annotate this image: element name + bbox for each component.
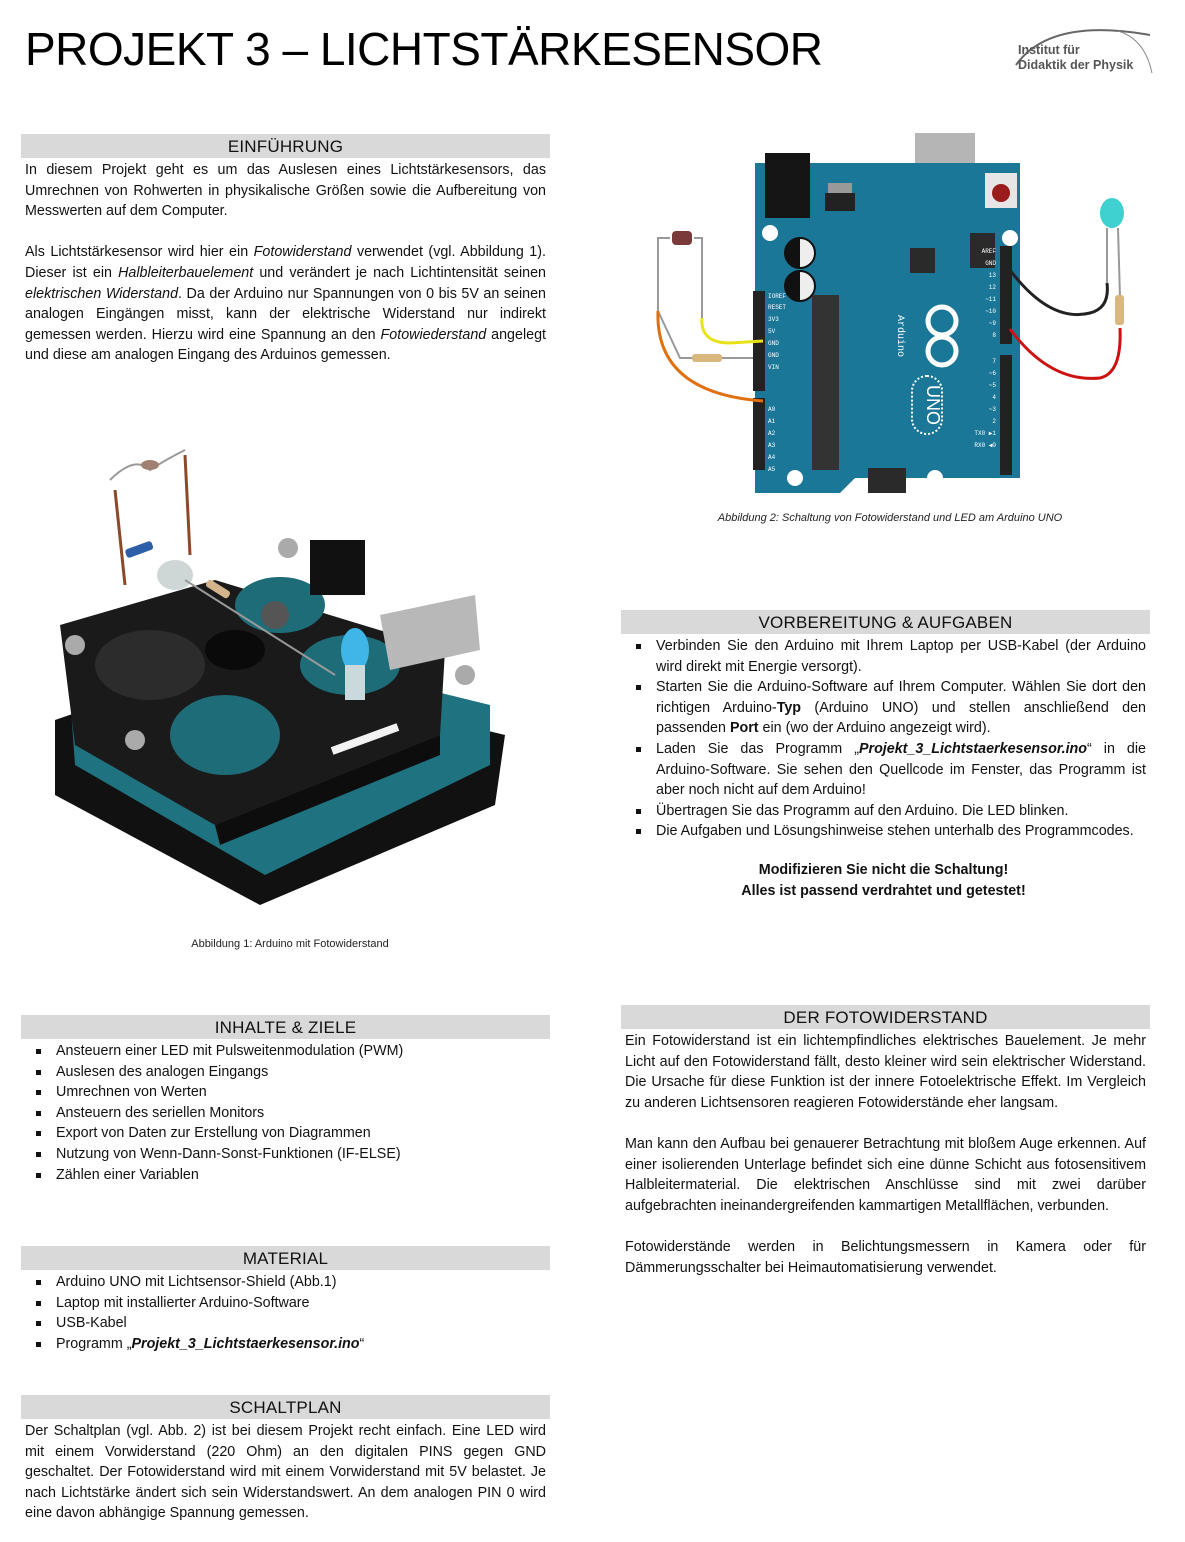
wire-black <box>1010 270 1107 315</box>
svg-text:12: 12 <box>988 284 996 291</box>
figure2-caption: Abbildung 2: Schaltung von Fotowiderstand und LED am Arduino UNO <box>717 512 1063 524</box>
section-heading: SCHALTPLAN <box>21 1395 550 1419</box>
svg-text:RX0 ◀0: RX0 ◀0 <box>974 442 996 449</box>
svg-text:A4: A4 <box>768 454 776 461</box>
section-einfuehrung <box>21 134 550 366</box>
warning-notice: Modifizieren Sie nicht die Schaltung! Alles ist passend verdrahtet und getestet! <box>741 861 1026 899</box>
material-list <box>21 1272 546 1354</box>
page-title: PROJEKT 3 – LICHTSTÄRKESENSOR <box>25 23 823 75</box>
section-material <box>21 1246 550 1354</box>
ldr-component <box>672 231 692 245</box>
section-fotowiderstand <box>621 1005 1150 1278</box>
svg-text:RESET: RESET <box>768 304 787 311</box>
svg-text:GND: GND <box>768 352 779 359</box>
material-item: USB-Kabel <box>21 1313 546 1334</box>
svg-text:~10: ~10 <box>985 308 996 315</box>
svg-text:TX0 ▶1: TX0 ▶1 <box>974 430 996 437</box>
task-item: Starten Sie die Arduino-Software auf Ihrem Computer. Wählen Sie dort den richtigen Arduino-Typ (Arduino UNO) und stellen anschließend den passenden Port ein (wo der Arduino angezeigt wird). <box>621 677 1146 739</box>
task-item: Laden Sie das Programm „Projekt_3_Lichtstaerkesensor.ino“ in die Arduino-Software. Sie sehen den Quellcode im Fenster, das Programm ist aber noch nicht auf dem Arduino! <box>621 739 1146 801</box>
material-item: Programm „Projekt_3_Lichtstaerkesensor.ino“ <box>21 1334 546 1355</box>
goal-item: Ansteuern des seriellen Monitors <box>21 1103 546 1124</box>
logo-line2: Didaktik der Physik <box>1018 58 1134 72</box>
goal-item: Auslesen des analogen Eingangs <box>21 1062 546 1083</box>
svg-text:~11: ~11 <box>985 296 996 303</box>
section-schaltplan <box>21 1395 550 1524</box>
arduino-label: Arduino <box>894 314 905 358</box>
intro-paragraph-2: Als Lichtstärkesensor wird hier ein Fotowiderstand verwendet (vgl. Abbildung 1). Dieser ist ein Halbleiterbauelement und verändert je nach Lichtintensität seinen elektrischen Widerstand. Da der Arduino nur Spannungen von 0 bis 5V an seinen analogen Eingängen misst, kann der elektrische Widerstand nur indirekt gemessen werden. Hierzu wird eine Spannung an den Fotowiederstand angelegt und diese am analogen Eingang des Arduinos gemessen. <box>25 244 547 364</box>
svg-text:VIN: VIN <box>768 364 779 371</box>
material-item: Laptop mit installierter Arduino-Software <box>21 1293 546 1314</box>
section-vorbereitung <box>621 610 1150 902</box>
section-heading: MATERIAL <box>21 1246 550 1270</box>
svg-text:IOREF: IOREF <box>768 293 787 300</box>
svg-text:7: 7 <box>992 358 996 365</box>
figure1-caption: Abbildung 1: Arduino mit Fotowiderstand <box>191 938 389 950</box>
task-item: Verbinden Sie den Arduino mit Ihrem Laptop per USB-Kabel (der Arduino wird direkt mit Energie versorgt). <box>621 636 1146 677</box>
svg-text:~5: ~5 <box>988 382 996 389</box>
svg-text:A5: A5 <box>768 466 776 473</box>
svg-text:13: 13 <box>988 272 996 279</box>
schaltplan-paragraph: Der Schaltplan (vgl. Abb. 2) ist bei diesem Projekt recht einfach. Eine LED wird mit einem Vorwiderstand (220 Ohm) an den digitalen PINS gegen GND geschaltet. Der Fotowiderstand wird mit einem Vorwiderstand mit 5V belastet. Je nach Lichtstärke ändert sich sein Widerstandswert. An dem analogen PIN 0 wird eine davon abhängige Spannung gemessen. <box>25 1423 546 1522</box>
svg-text:A1: A1 <box>768 418 776 425</box>
svg-text:~3: ~3 <box>988 406 996 413</box>
goal-item: Ansteuern einer LED mit Pulsweitenmodulation (PWM) <box>21 1041 546 1062</box>
svg-text:AREF: AREF <box>981 248 996 255</box>
goal-item: Nutzung von Wenn-Dann-Sonst-Funktionen (IF-ELSE) <box>21 1144 546 1165</box>
figure-arduino-photo <box>35 435 545 930</box>
svg-text:~6: ~6 <box>988 370 996 377</box>
goal-item: Export von Daten zur Erstellung von Diagrammen <box>21 1123 546 1144</box>
led-component <box>1100 198 1124 228</box>
svg-text:5V: 5V <box>768 328 776 335</box>
wire-red <box>1010 328 1120 378</box>
svg-text:4: 4 <box>992 394 996 401</box>
goals-list <box>21 1041 546 1185</box>
svg-text:2: 2 <box>992 418 996 425</box>
section-heading: EINFÜHRUNG <box>21 134 550 158</box>
foto-paragraph-1: Ein Fotowiderstand ist ein lichtempfindliches elektrisches Bauelement. Je mehr Licht auf den Fotowiderstand fällt, desto kleiner wird sein elektrischer Widerstand. Die Ursache für diese Funktion ist der innere Fotoelektrische Effekt. Im Vergleich zu anderen Lichtsensoren reagieren Fotowiderstände eher langsam. <box>625 1033 1146 1111</box>
task-item: Die Aufgaben und Lösungshinweise stehen unterhalb des Programmcodes. <box>621 821 1146 842</box>
foto-paragraph-3: Fotowiderstände werden in Belichtungsmessern in Kamera oder für Dämmerungsschalter bei Heimautomatisierung verwendet. <box>625 1238 1146 1276</box>
section-heading: VORBEREITUNG & AUFGABEN <box>621 610 1150 634</box>
task-list <box>621 636 1146 842</box>
institute-logo <box>1010 25 1160 77</box>
goal-item: Zählen einer Variablen <box>21 1165 546 1186</box>
foto-paragraph-2: Man kann den Aufbau bei genauerer Betrachtung mit bloßem Auge erkennen. Auf einer isolierenden Unterlage befindet sich eine dünne Schicht aus fotosensitivem Halbleitermaterial. Die elektrischen Anschlüsse sind mit zwei darüber aufgebrachten ineinandergreifenden kammartigen Metallflächen, verbunden. <box>625 1135 1146 1214</box>
section-inhalte <box>21 1015 550 1185</box>
intro-paragraph-1: In diesem Projekt geht es um das Auslesen eines Lichtstärkesensors, das Umrechnen von Rohwerten in physikalische Größen sowie die Aufbereitung von Messwerten auf dem Computer. <box>25 162 546 220</box>
svg-text:3V3: 3V3 <box>768 316 779 323</box>
svg-text:GND: GND <box>985 260 996 267</box>
svg-text:A3: A3 <box>768 442 776 449</box>
svg-text:GND: GND <box>768 340 779 347</box>
svg-text:A2: A2 <box>768 430 776 437</box>
task-item: Übertragen Sie das Programm auf den Arduino. Die LED blinken. <box>621 801 1146 822</box>
material-item: Arduino UNO mit Lichtsensor-Shield (Abb.1) <box>21 1272 546 1293</box>
svg-text:A0: A0 <box>768 406 776 413</box>
resistor-led <box>1115 295 1124 325</box>
resistor-ldr <box>692 354 722 362</box>
goal-item: Umrechnen von Werten <box>21 1082 546 1103</box>
svg-text:8: 8 <box>992 332 996 339</box>
section-heading: INHALTE & ZIELE <box>21 1015 550 1039</box>
uno-label: UNO <box>923 385 943 425</box>
figure-arduino-schematic <box>650 133 1130 498</box>
svg-text:~9: ~9 <box>988 320 996 327</box>
section-heading: DER FOTOWIDERSTAND <box>621 1005 1150 1029</box>
logo-line1: Institut für <box>1018 43 1080 57</box>
